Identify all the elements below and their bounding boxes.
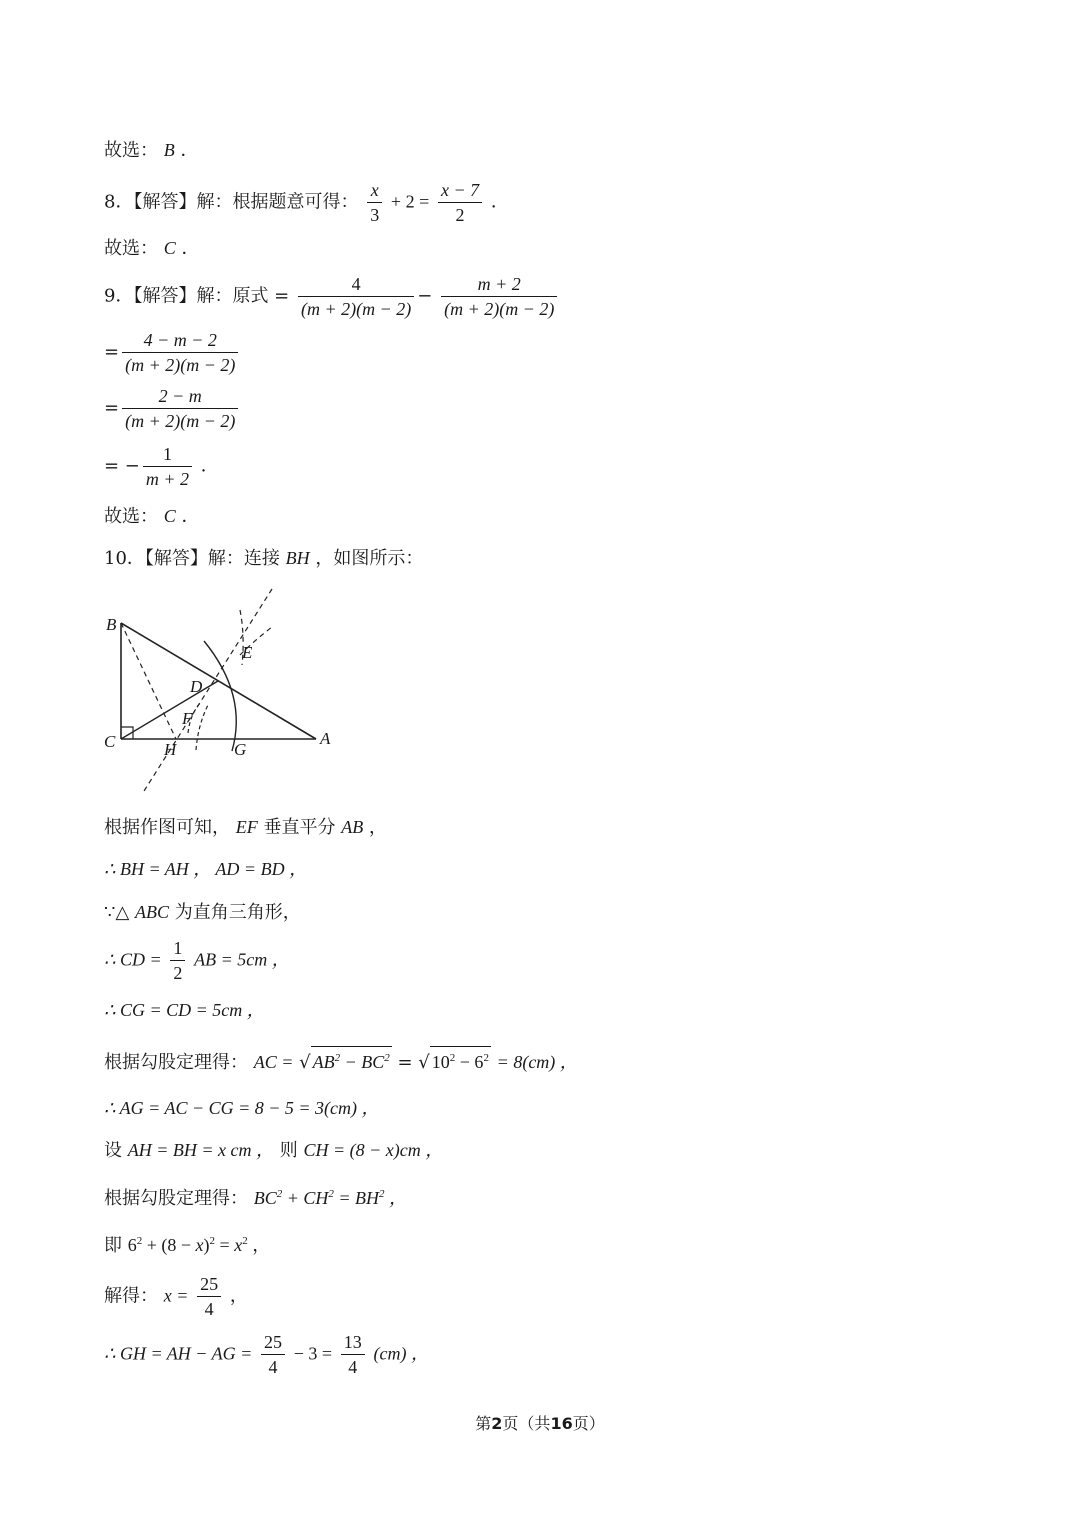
label-h: H	[164, 740, 177, 759]
equation: AH = BH = x cm ，	[127, 1140, 274, 1160]
label-text: 故选：	[104, 238, 158, 259]
triangle-abc: ABC	[135, 902, 170, 922]
label-c: C	[104, 732, 116, 751]
equation-left: ∴ GH = AH − AG =	[104, 1343, 253, 1364]
footer-text: 页（共	[502, 1414, 551, 1433]
equation: x =	[163, 1285, 189, 1306]
label-text: 故选：	[104, 140, 158, 161]
reason-line-10	[104, 1229, 270, 1258]
equation: $BC^2 + CH^2 = BH^2$ ，	[253, 1188, 408, 1208]
q8-operator: + 2 =	[390, 191, 430, 212]
question-10-solution	[104, 546, 423, 571]
reason-line-3	[104, 900, 301, 925]
denominator: 4	[204, 1299, 214, 1319]
text: 根据勾股定理得：	[104, 1052, 248, 1073]
numerator: 4	[298, 272, 414, 297]
text: 为直角三角形，	[174, 902, 301, 923]
denominator: (m + 2)(m − 2)	[301, 299, 412, 319]
q9-step-3: = $\frac{2 - m}{(m + 2)(m - 2)}$	[104, 384, 241, 433]
denominator: 3	[370, 205, 380, 225]
reason-line-1: 根据作图可知， EF 垂直平分 AB ，	[104, 817, 387, 838]
denominator: (m + 2)(m − 2)	[125, 411, 236, 431]
answer-letter: C	[163, 506, 176, 526]
denominator: (m + 2)(m − 2)	[125, 355, 236, 375]
equation: AC =	[253, 1052, 294, 1072]
numerator: m + 2	[441, 272, 557, 297]
label-b: B	[106, 615, 117, 634]
numerator: 25	[197, 1272, 221, 1297]
arc-dg	[204, 641, 236, 751]
numerator: 1	[170, 936, 185, 961]
label-f: F	[182, 709, 193, 728]
equation: ∴ BH = AH ， AD = BD ，	[104, 859, 308, 879]
unit: (cm) ，	[373, 1343, 429, 1364]
answer-line-8: 故选： C ．	[104, 238, 200, 259]
denominator: 2	[173, 963, 183, 983]
text: ∵△	[104, 902, 130, 923]
equation: ∴ CG = CD = 5cm ，	[104, 1000, 265, 1020]
numerator: 4 − m − 2	[122, 328, 238, 353]
equation: $6^2 + (8 - x)^2 = x^2$ ，	[127, 1235, 271, 1255]
segment-bh-dashed	[121, 623, 176, 739]
denominator: 4	[348, 1357, 358, 1377]
x-fraction	[197, 1272, 221, 1321]
reason-line-5	[104, 998, 265, 1023]
q8-prefix: 8．【解答】解：根据题意可得：	[104, 191, 359, 213]
question-9-solution: 9．【解答】解：原式 = $\frac{4}{(m + 2)(m - 2)}$ − $\frac{m + 2}{(m + 2)(m - 2)}$	[104, 272, 560, 321]
text: 根据勾股定理得：	[104, 1188, 248, 1209]
q8-fraction-1	[367, 178, 382, 227]
reason-line-12	[104, 1330, 429, 1379]
sqrt-expr-1: $AB^2 - BC^2$	[311, 1046, 392, 1073]
label-text: 故选：	[104, 506, 158, 527]
q9-fraction-3	[122, 328, 238, 377]
construction-arc-4	[196, 705, 208, 750]
label-a: A	[320, 729, 331, 748]
result: = 8(cm) ，	[496, 1052, 578, 1072]
question-8-solution: 8．【解答】解：根据题意可得： $\frac{x}{3}$ + 2 = $\frac{x - 7}{2}$ ．	[104, 180, 509, 225]
half-fraction	[170, 936, 185, 985]
page-total: 16	[550, 1414, 573, 1433]
page-number: 2	[491, 1414, 503, 1433]
segment-ef: EF	[235, 817, 258, 837]
q10-prefix: 10．【解答】解：连接	[104, 548, 280, 569]
label-g: G	[234, 740, 247, 759]
numerator: 2 − m	[122, 384, 238, 409]
denominator: 2	[455, 205, 465, 225]
segment-ab: AB	[341, 817, 364, 837]
numerator: 13	[341, 1330, 365, 1355]
label-e: E	[242, 643, 253, 662]
operator: − 3 =	[293, 1343, 333, 1364]
sqrt-expr-2: $10^2 - 6^2$	[430, 1046, 491, 1073]
equals: =	[397, 1052, 413, 1073]
denominator: 4	[268, 1357, 278, 1377]
q9-fraction-1	[298, 272, 414, 321]
q9-prefix: 9．【解答】解：原式 =	[104, 285, 290, 307]
text: 设	[104, 1140, 122, 1161]
segment-bh: BH	[285, 548, 310, 568]
equation: CH = (8 − x)cm ，	[303, 1140, 444, 1160]
perpendicular-bisector-ef	[144, 589, 272, 791]
denominator: m + 2	[145, 469, 190, 489]
triangle-construction-figure	[100, 585, 340, 795]
reason-line-4	[104, 936, 290, 985]
q9-fraction-5	[143, 442, 192, 491]
denominator: (m + 2)(m − 2)	[444, 299, 555, 319]
text: 则	[279, 1140, 298, 1161]
reason-line-9	[104, 1182, 407, 1211]
reason-line-7	[104, 1096, 380, 1121]
q9-step-2: = $\frac{4 - m - 2}{(m + 2)(m - 2)}$	[104, 328, 241, 377]
text: 解得：	[104, 1285, 158, 1307]
equation-right: AB = 5cm ，	[194, 949, 290, 970]
answer-letter: C	[163, 238, 176, 258]
text: 根据作图可知，	[104, 817, 230, 838]
page-footer	[0, 1411, 1080, 1434]
numerator: 25	[261, 1330, 285, 1355]
reason-line-6: 根据勾股定理得： AC = √ $AB^2 - BC^2$ = √ $10^2 - 6^2 = 8(cm)$ ，	[104, 1046, 578, 1075]
equation: ∴ AG = AC − CG = 8 − 5 = 3(cm) ，	[104, 1098, 380, 1118]
footer-text: 第	[475, 1414, 492, 1433]
text: 垂直平分	[263, 817, 336, 838]
q8-fraction-2	[438, 178, 482, 227]
label-d: D	[190, 677, 203, 696]
q9-fraction-4	[122, 384, 238, 433]
q9-step-4: = − $\frac{1}{m + 2}$ ．	[104, 444, 219, 489]
reason-line-11: 解得： x = $\frac{25}{4}$ ，	[104, 1274, 248, 1319]
reason-line-8	[104, 1138, 443, 1163]
reason-line-2	[104, 857, 307, 881]
text: 即	[104, 1235, 122, 1256]
numerator: x − 7	[438, 178, 482, 203]
answer-line-9: 故选： C ．	[104, 506, 200, 527]
answer-line-7: 故选： B ．	[104, 140, 199, 161]
gh-fraction-1	[261, 1330, 285, 1379]
answer-letter: B	[163, 140, 175, 160]
numerator: x	[367, 178, 382, 203]
equation-left: ∴ CD =	[104, 949, 162, 970]
q9-fraction-2	[441, 272, 557, 321]
gh-fraction-2	[341, 1330, 365, 1379]
footer-text: 页）	[572, 1414, 605, 1433]
numerator: 1	[143, 442, 192, 467]
segment-cd	[121, 681, 218, 739]
q10-suffix: ，如图所示：	[315, 548, 424, 569]
